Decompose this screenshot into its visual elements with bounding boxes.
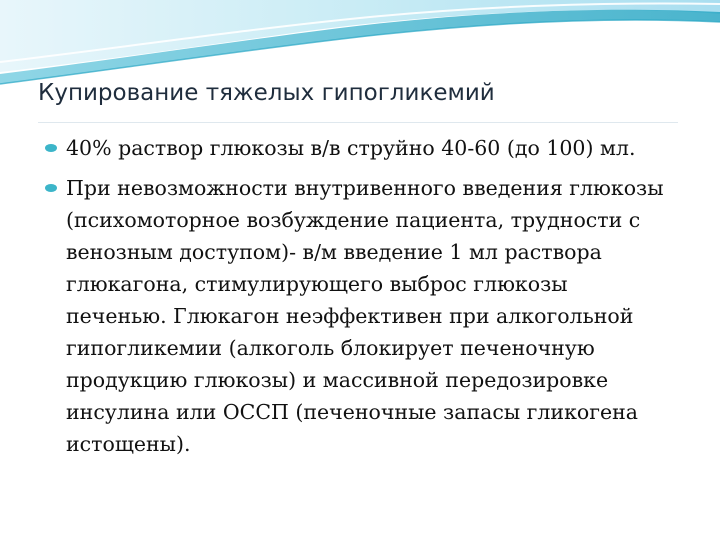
title-divider (38, 122, 678, 123)
oval-bullet-icon (45, 144, 57, 152)
bullet-item-glucagon (44, 172, 669, 460)
bullet-text: 40% раствор глюкозы в/в струйно 40-60 (до 100) мл. (66, 136, 636, 160)
header-wave-decoration (0, 0, 720, 90)
bullet-item-glucose (44, 132, 669, 164)
slide-title: Купирование тяжелых гипогликемий (38, 80, 495, 106)
oval-bullet-icon (45, 184, 57, 192)
bullet-text: При невозможности внутривенного введения глюкозы (психомоторное возбуждение пациента, трудности с венозным доступом)- в/м введение 1 мл раствора глюкагона, стимулирующего выброс глюкозы печенью. Глюкагон неэффективен при алкогольной гипогликемии (алкоголь блокирует печеночную продукцию глюкозы) и массивной передозировке инсулина или ОССП (печеночные запасы гликогена истощены). (66, 176, 664, 456)
bullet-list (44, 132, 669, 468)
